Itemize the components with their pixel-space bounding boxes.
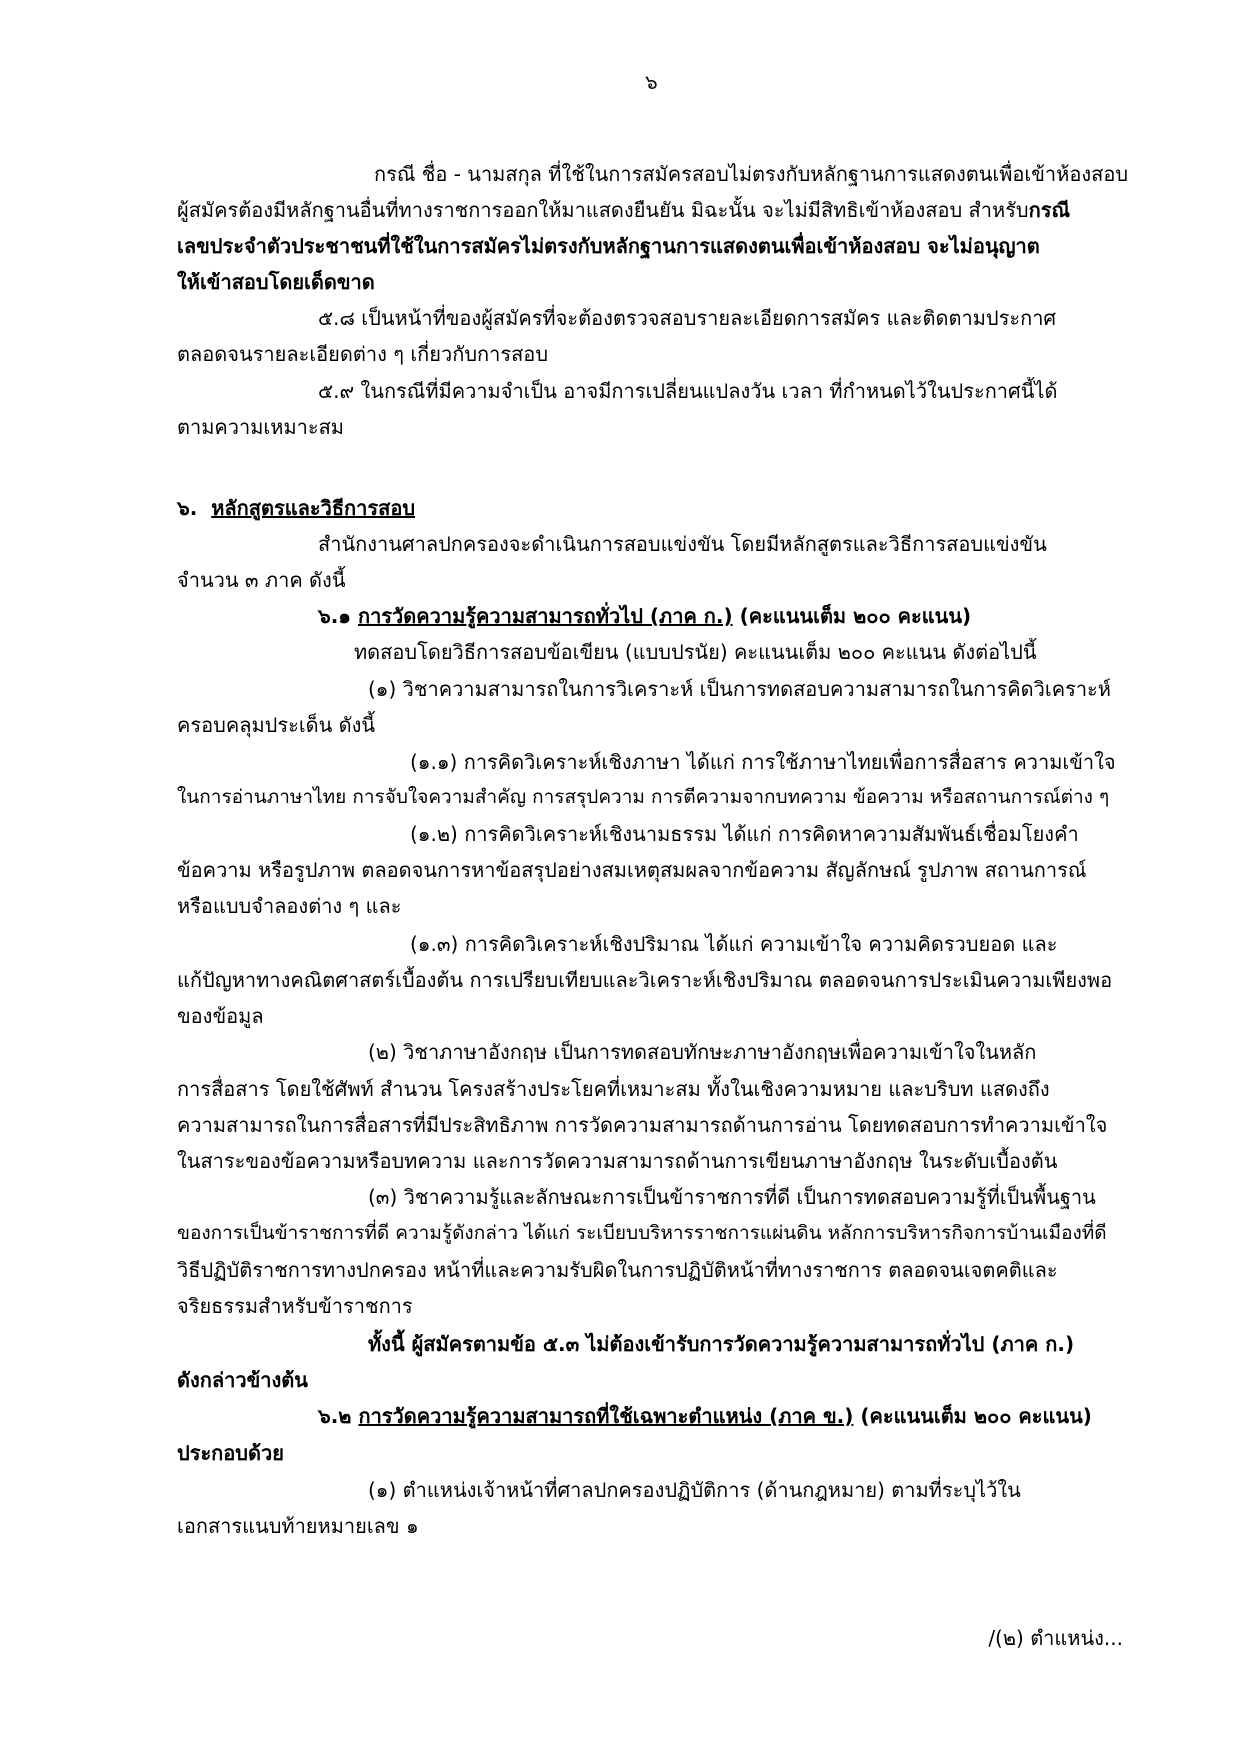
subsection-6-1-score: (คะแนนเต็ม ๒๐๐ คะแนน) bbox=[739, 604, 972, 628]
exemption-note-line2: ดังกล่าวข้างต้น bbox=[177, 1368, 308, 1392]
section-6-number: ๖. bbox=[177, 496, 198, 520]
subsection-6-1-number: ๖.๑ bbox=[318, 604, 351, 628]
item-6-1-3-line4: จริยธรรมสำหรับข้าราชการ bbox=[177, 1294, 413, 1318]
para-name-mismatch-line1: กรณี ชื่อ - นามสกุล ที่ใช้ในการสมัครสอบไม่ตรงกับหลักฐานการแสดงตนเพื่อเข้าห้องสอบ bbox=[374, 162, 1129, 186]
item-6-1-2-line3: ความสามารถในการสื่อสารที่มีประสิทธิภาพ การวัดความสามารถด้านการอ่าน โดยทดสอบการทำความเข้าใจ bbox=[177, 1113, 1108, 1137]
para-name-mismatch-line2-text: ผู้สมัครต้องมีหลักฐานอื่นที่ทางราชการออกให้มาแสดงยืนยัน มิฉะนั้น จะไม่มีสิทธิเข้าห้องสอบ สำหรับ bbox=[177, 198, 1029, 222]
item-1-3-line2: แก้ปัญหาทางคณิตศาสตร์เบื้องต้น การเปรียบเทียบและวิเคราะห์เชิงปริมาณ ตลอดจนการประเมินความเพียงพอ bbox=[177, 968, 1113, 992]
section-6-heading bbox=[177, 498, 415, 518]
subsection-6-2-score: (คะแนนเต็ม ๒๐๐ คะแนน) bbox=[860, 1404, 1092, 1428]
subsection-6-2-number: ๖.๒ bbox=[318, 1404, 352, 1428]
item-6-1-3-line1: (๓) วิชาความรู้และลักษณะการเป็นข้าราชการที่ดี เป็นการทดสอบความรู้ที่เป็นพื้นฐาน bbox=[368, 1185, 1096, 1209]
para-id-mismatch-line4: ให้เข้าสอบโดยเด็ดขาด bbox=[177, 270, 375, 294]
exemption-note-line1: ทั้งนี้ ผู้สมัครตามข้อ ๕.๓ ไม่ต้องเข้ารับการวัดความรู้ความสามารถทั่วไป (ภาค ก.) bbox=[368, 1332, 1075, 1356]
item-1-1-line2: ในการอ่านภาษาไทย การจับใจความสำคัญ การสรุปความ การตีความจากบทความ ข้อความ หรือสถานการณ์ต่าง ๆ bbox=[177, 786, 1110, 808]
subsection-6-1-test-method: ทดสอบโดยวิธีการสอบข้อเขียน (แบบปรนัย) คะแนนเต็ม ๒๐๐ คะแนน ดังต่อไปนี้ bbox=[354, 640, 1037, 664]
subsection-6-1-heading bbox=[318, 606, 971, 626]
subsection-6-2-consists: ประกอบด้วย bbox=[177, 1441, 284, 1465]
page-number: ๖ bbox=[645, 70, 658, 94]
item-6-1-2-line1: (๒) วิชาภาษาอังกฤษ เป็นการทดสอบทักษะภาษาอังกฤษเพื่อความเข้าใจในหลัก bbox=[368, 1040, 1037, 1064]
item-5-8-line2: ตลอดจนรายละเอียดต่าง ๆ เกี่ยวกับการสอบ bbox=[177, 342, 549, 366]
item-6-1-3-line3: วิธีปฏิบัติราชการทางปกครอง หน้าที่และความรับผิดในการปฏิบัติหน้าที่ทางราชการ ตลอดจนเจตคติและ bbox=[177, 1258, 1058, 1282]
section-6-title: หลักสูตรและวิธีการสอบ bbox=[211, 496, 416, 520]
item-6-1-2-line2: การสื่อสาร โดยใช้ศัพท์ สำนวน โครงสร้างประโยคที่เหมาะสม ทั้งในเชิงความหมาย และบริบท แสดงถึง bbox=[177, 1077, 1050, 1101]
item-6-1-2-line4: ในสาระของข้อความหรือบทความ และการวัดความสามารถด้านการเขียนภาษาอังกฤษ ในระดับเบื้องต้น bbox=[177, 1149, 1058, 1173]
subsection-6-2-title: การวัดความรู้ความสามารถที่ใช้เฉพาะตำแหน่ง (ภาค ข.) bbox=[358, 1404, 854, 1428]
subsection-6-1-title: การวัดความรู้ความสามารถทั่วไป (ภาค ก.) bbox=[357, 604, 733, 628]
item-1-2-line3: หรือแบบจำลองต่าง ๆ และ bbox=[177, 894, 402, 918]
para-id-mismatch-start: กรณี bbox=[1028, 198, 1070, 222]
item-1-2-line2: ข้อความ หรือรูปภาพ ตลอดจนการหาข้อสรุปอย่างสมเหตุสมผลจากข้อความ สัญลักษณ์ รูปภาพ สถานการณ์ bbox=[177, 858, 1087, 882]
item-6-2-1-line1: (๑) ตำแหน่งเจ้าหน้าที่ศาลปกครองปฏิบัติการ (ด้านกฎหมาย) ตามที่ระบุไว้ใน bbox=[368, 1478, 1021, 1502]
item-5-9-line1: ๕.๙ ในกรณีที่มีความจำเป็น อาจมีการเปลี่ยนแปลงวัน เวลา ที่กำหนดไว้ในประกาศนี้ได้ bbox=[318, 379, 1058, 403]
item-1-3-line3: ของข้อมูล bbox=[177, 1004, 264, 1028]
para-name-mismatch-line2 bbox=[177, 200, 1070, 220]
subsection-6-2-heading bbox=[318, 1406, 1092, 1426]
para-id-mismatch-line3: เลขประจำตัวประชาชนที่ใช้ในการสมัครไม่ตรงกับหลักฐานการแสดงตนเพื่อเข้าห้องสอบ จะไม่อนุญาต bbox=[177, 234, 1040, 258]
item-6-2-1-line2: เอกสารแนบท้ายหมายเลข ๑ bbox=[177, 1514, 419, 1538]
item-1-2-line1: (๑.๒) การคิดวิเคราะห์เชิงนามธรรม ได้แก่ การคิดหาความสัมพันธ์เชื่อมโยงคำ bbox=[410, 822, 1079, 846]
item-6-1-1-line1: (๑) วิชาความสามารถในการวิเคราะห์ เป็นการทดสอบความสามารถในการคิดวิเคราะห์ bbox=[368, 677, 1111, 701]
item-1-3-line1: (๑.๓) การคิดวิเคราะห์เชิงปริมาณ ได้แก่ ความเข้าใจ ความคิดรวบยอด และ bbox=[410, 932, 1058, 956]
item-5-9-line2: ตามความเหมาะสม bbox=[177, 415, 344, 439]
item-6-1-3-line2: ของการเป็นข้าราชการที่ดี ความรู้ดังกล่าว ได้แก่ ระเบียบบริหารราชการแผ่นดิน หลักการบริหารกิจการบ้านเมืองที่ดี bbox=[177, 1222, 1107, 1244]
item-6-1-1-line2: ครอบคลุมประเด็น ดังนี้ bbox=[177, 713, 376, 737]
section-6-intro-line2: จำนวน ๓ ภาค ดังนี้ bbox=[177, 568, 346, 592]
item-1-1-line1: (๑.๑) การคิดวิเคราะห์เชิงภาษา ได้แก่ การใช้ภาษาไทยเพื่อการสื่อสาร ความเข้าใจ bbox=[410, 750, 1116, 774]
section-6-intro-line1: สำนักงานศาลปกครองจะดำเนินการสอบแข่งขัน โดยมีหลักสูตรและวิธีการสอบแข่งขัน bbox=[318, 532, 1047, 556]
item-5-8-line1: ๕.๘ เป็นหน้าที่ของผู้สมัครที่จะต้องตรวจสอบรายละเอียดการสมัคร และติดตามประกาศ bbox=[318, 306, 1057, 330]
continuation-footer: /(๒) ตำแหน่ง... bbox=[988, 1626, 1123, 1650]
